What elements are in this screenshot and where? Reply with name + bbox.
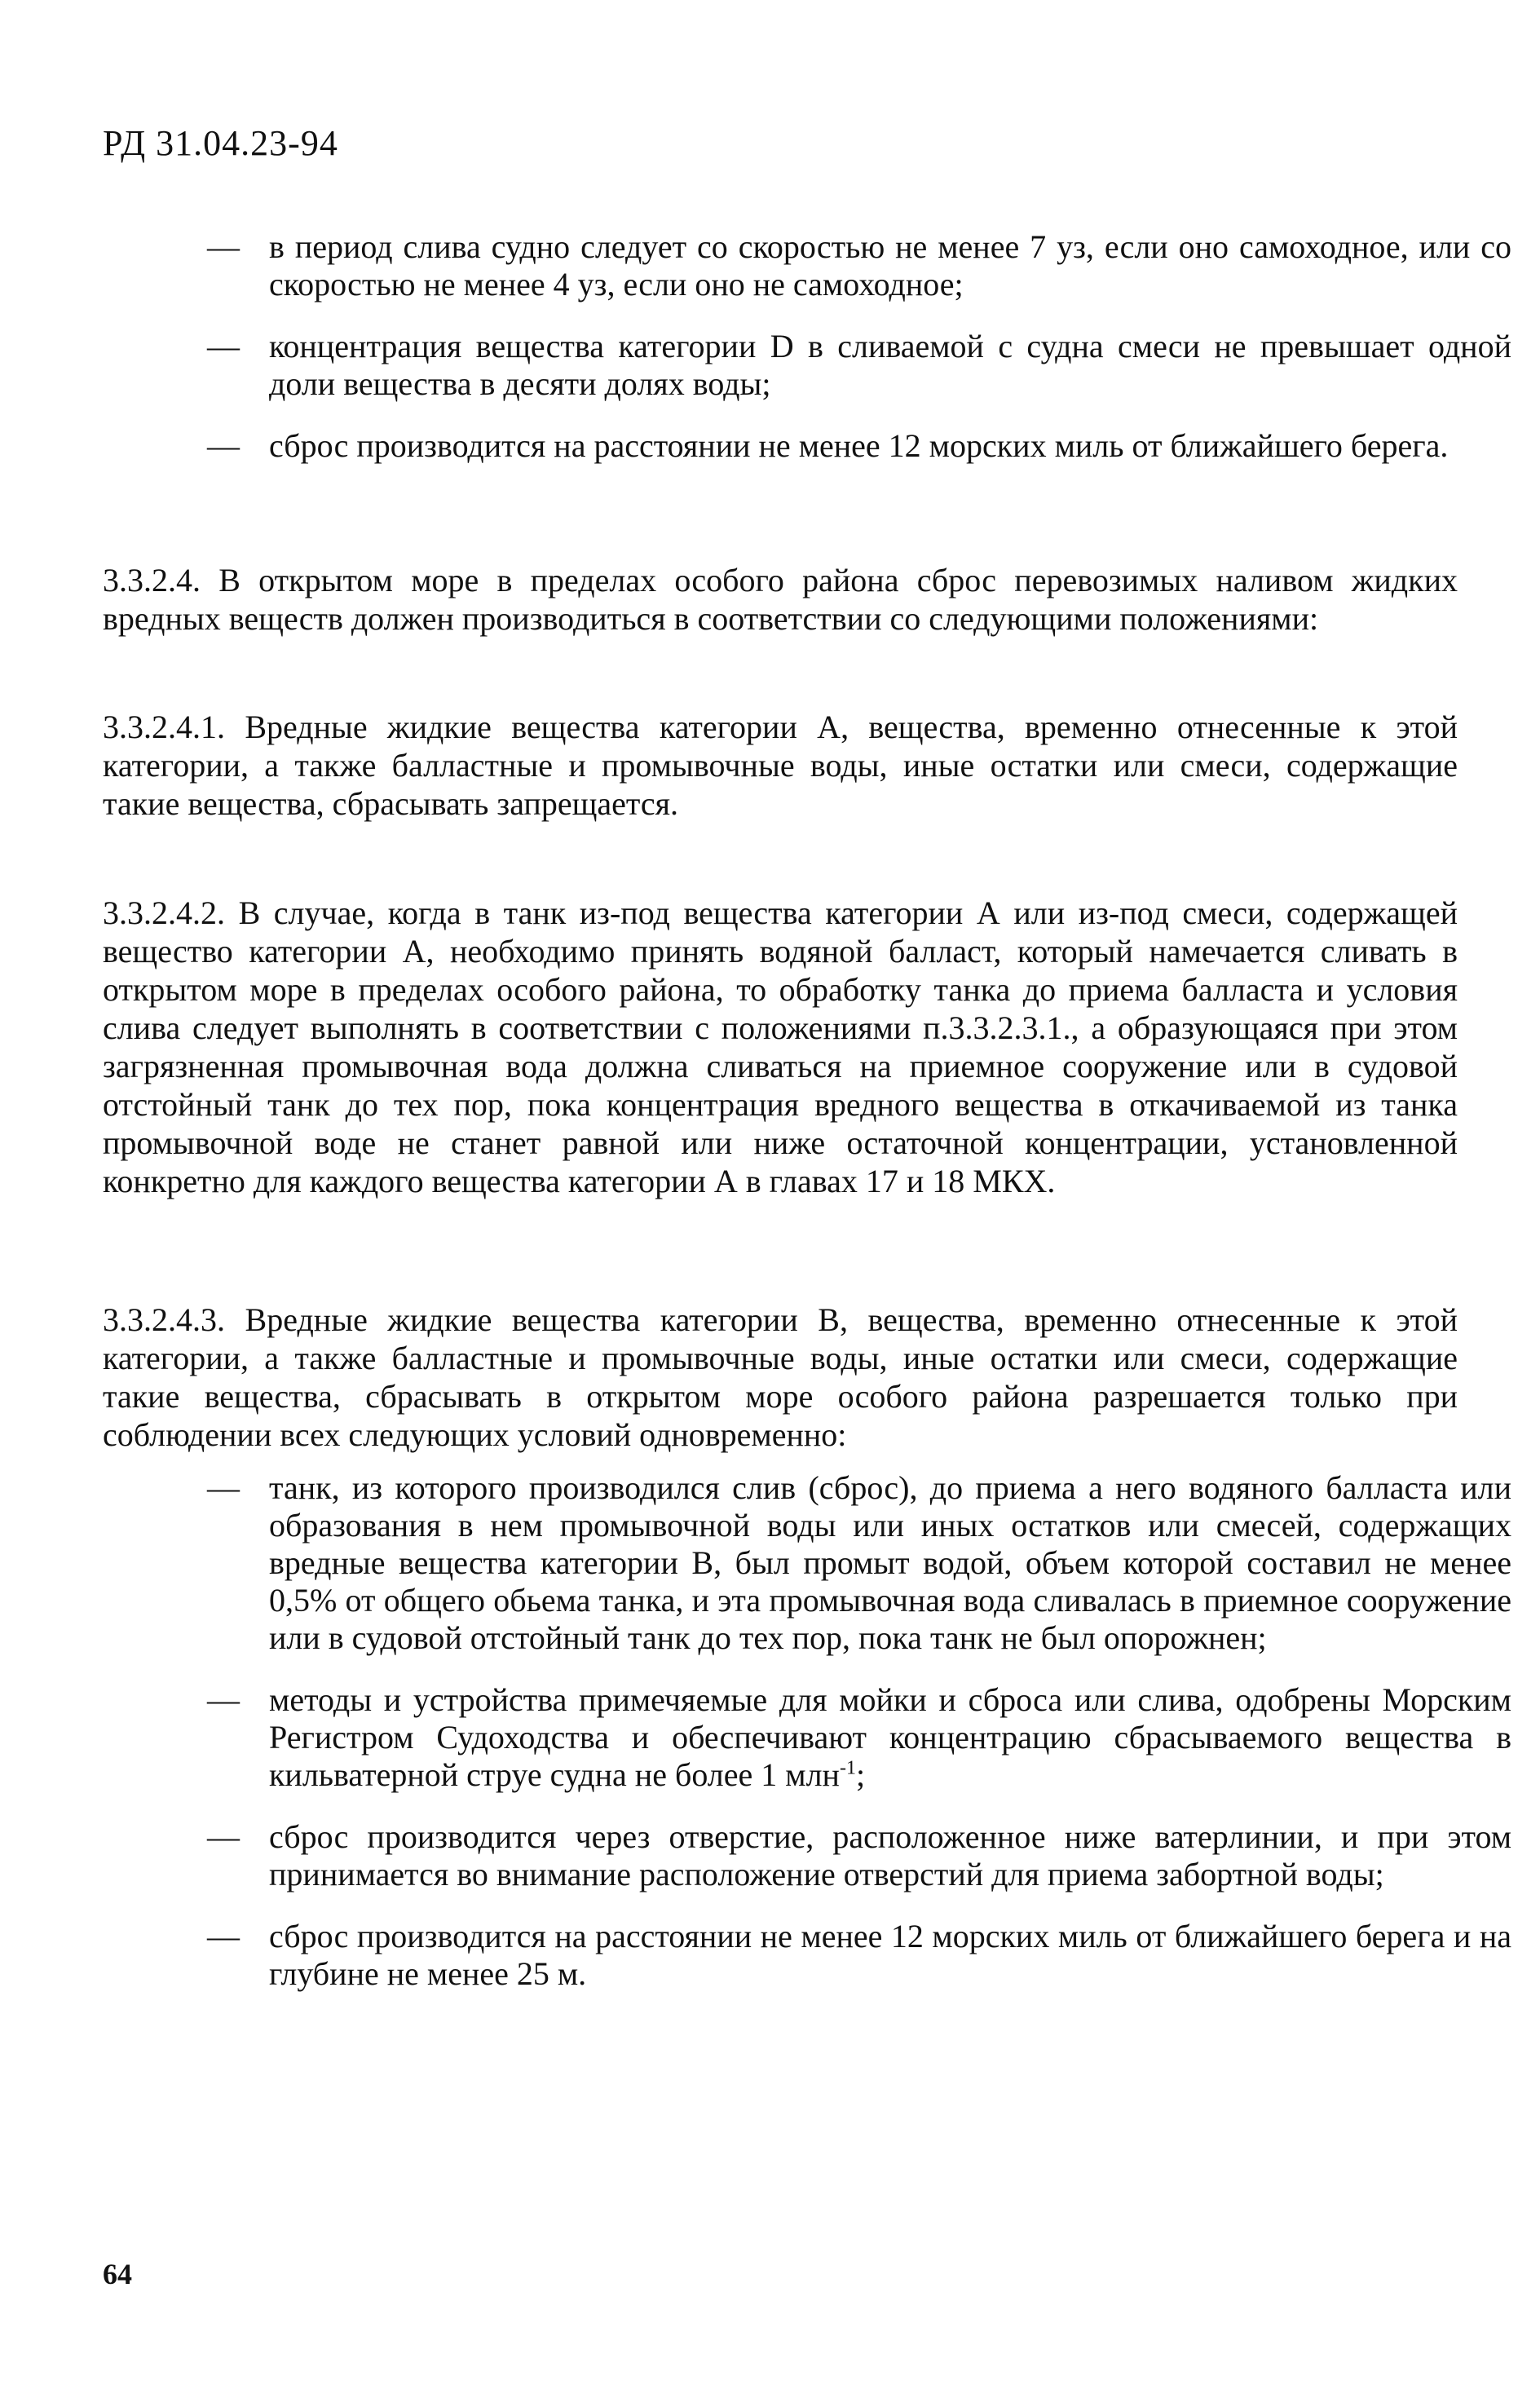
dash-marker: — bbox=[207, 427, 240, 464]
paragraph-3-3-2-4-1: 3.3.2.4.1. Вредные жидкие вещества категории А, вещества, временно отнесенные к этой категории, а также балластные и промывочные воды, иные остатки или смеси, содержащие такие вещества, сбрасывать запрещается. bbox=[103, 709, 1458, 822]
dash-marker: — bbox=[207, 1818, 240, 1855]
dash-marker: — bbox=[207, 1469, 240, 1506]
list-item-text: сброс производится на расстоянии не менее 12 морских миль от ближайшего берега. bbox=[269, 427, 1449, 464]
list-item-text: в период слива судно следует со скоростью не менее 7 уз, если оно самоходное, или со скоростью не менее 4 уз, если оно не самоходное; bbox=[269, 228, 1511, 303]
paragraph-3-3-2-4: 3.3.2.4. В открытом море в пределах особого района сброс перевозимых наливом жидких вредных веществ должен производиться в соответствии со следующими положениями: bbox=[103, 562, 1458, 637]
list-item bbox=[207, 228, 1511, 303]
list-item bbox=[207, 1681, 1511, 1794]
page-number: 64 bbox=[103, 2258, 132, 2290]
list-item-text: сброс производится через отверстие, расположенное ниже ватерлинии, и при этом принимается во внимание расположение отверстий для приема забортной воды; bbox=[269, 1818, 1511, 1892]
list-item bbox=[207, 1469, 1511, 1657]
paragraph-3-3-2-4-3: 3.3.2.4.3. Вредные жидкие вещества категории В, вещества, временно отнесенные к этой категории, а также балластные и промывочные воды, иные остатки или смеси, содержащие такие вещества, сбрасывать в открытом море особого района разрешается только при соблюдении всех следующих условий одновременно: bbox=[103, 1301, 1458, 1453]
dash-marker: — bbox=[207, 1918, 240, 1954]
dash-marker: — bbox=[207, 228, 240, 265]
list-item-text: сброс производится на расстоянии не менее 12 морских миль от ближайшего берега и на глубине не менее 25 м. bbox=[269, 1918, 1511, 1992]
paragraph-3-3-2-4-2: 3.3.2.4.2. В случае, когда в танк из-под вещества категории А или из-под смеси, содержащей вещество категории А, необходимо принять водяной балласт, который намечается сливать в открытом море в пределах особого района, то обработку танка до приема балласта и условия слива следует выполнять в соответствии с положениями п.3.3.2.3.1., а образующаяся при этом загрязненная промывочная вода должна сливаться на приемное сооружение или в судовой отстойный танк до тех пор, пока концентрация вредного вещества в откачиваемой из танка промывочной воде не станет равной или ниже остаточной концентрации, установленной конкретно для каждого вещества категории А в главах 17 и 18 МКХ. bbox=[103, 894, 1458, 1199]
list-item bbox=[207, 1918, 1511, 1993]
list-item-text: концентрация вещества категории D в сливаемой с судна смеси не превышает одной доли вещества в десяти долях воды; bbox=[269, 328, 1511, 402]
exponent: -1 bbox=[839, 1757, 856, 1779]
list-item-text: танк, из которого производился слив (сброс), до приема а него водяного балласта или образования в нем промывочной воды или иных остатков или смесей, содержащих вредные вещества категории В, был промыт водой, объем которой составил не менее 0,5% от общего обьема танка, и эта промывочная вода сливалась в приемное сооружение или в судовой отстойный танк до тех пор, пока танк не был опорожнен; bbox=[269, 1469, 1511, 1656]
list-item bbox=[207, 328, 1511, 403]
document-code-header: РД 31.04.23-94 bbox=[103, 123, 338, 163]
dash-marker: — bbox=[207, 328, 240, 364]
list-item-suffix: ; bbox=[855, 1756, 866, 1793]
list-item bbox=[207, 1818, 1511, 1893]
list-item bbox=[207, 427, 1511, 465]
top-bullet-list bbox=[207, 228, 1511, 489]
dash-marker: — bbox=[207, 1681, 240, 1718]
list-item-text: методы и устройства примечяемые для мойки и сброса или слива, одобрены Морским Регистром Судоходства и обеспечивают концентрацию сбрасываемого вещества в кильватерной струе судна не более 1 млн bbox=[269, 1681, 1511, 1793]
bottom-bullet-list bbox=[207, 1469, 1511, 2017]
